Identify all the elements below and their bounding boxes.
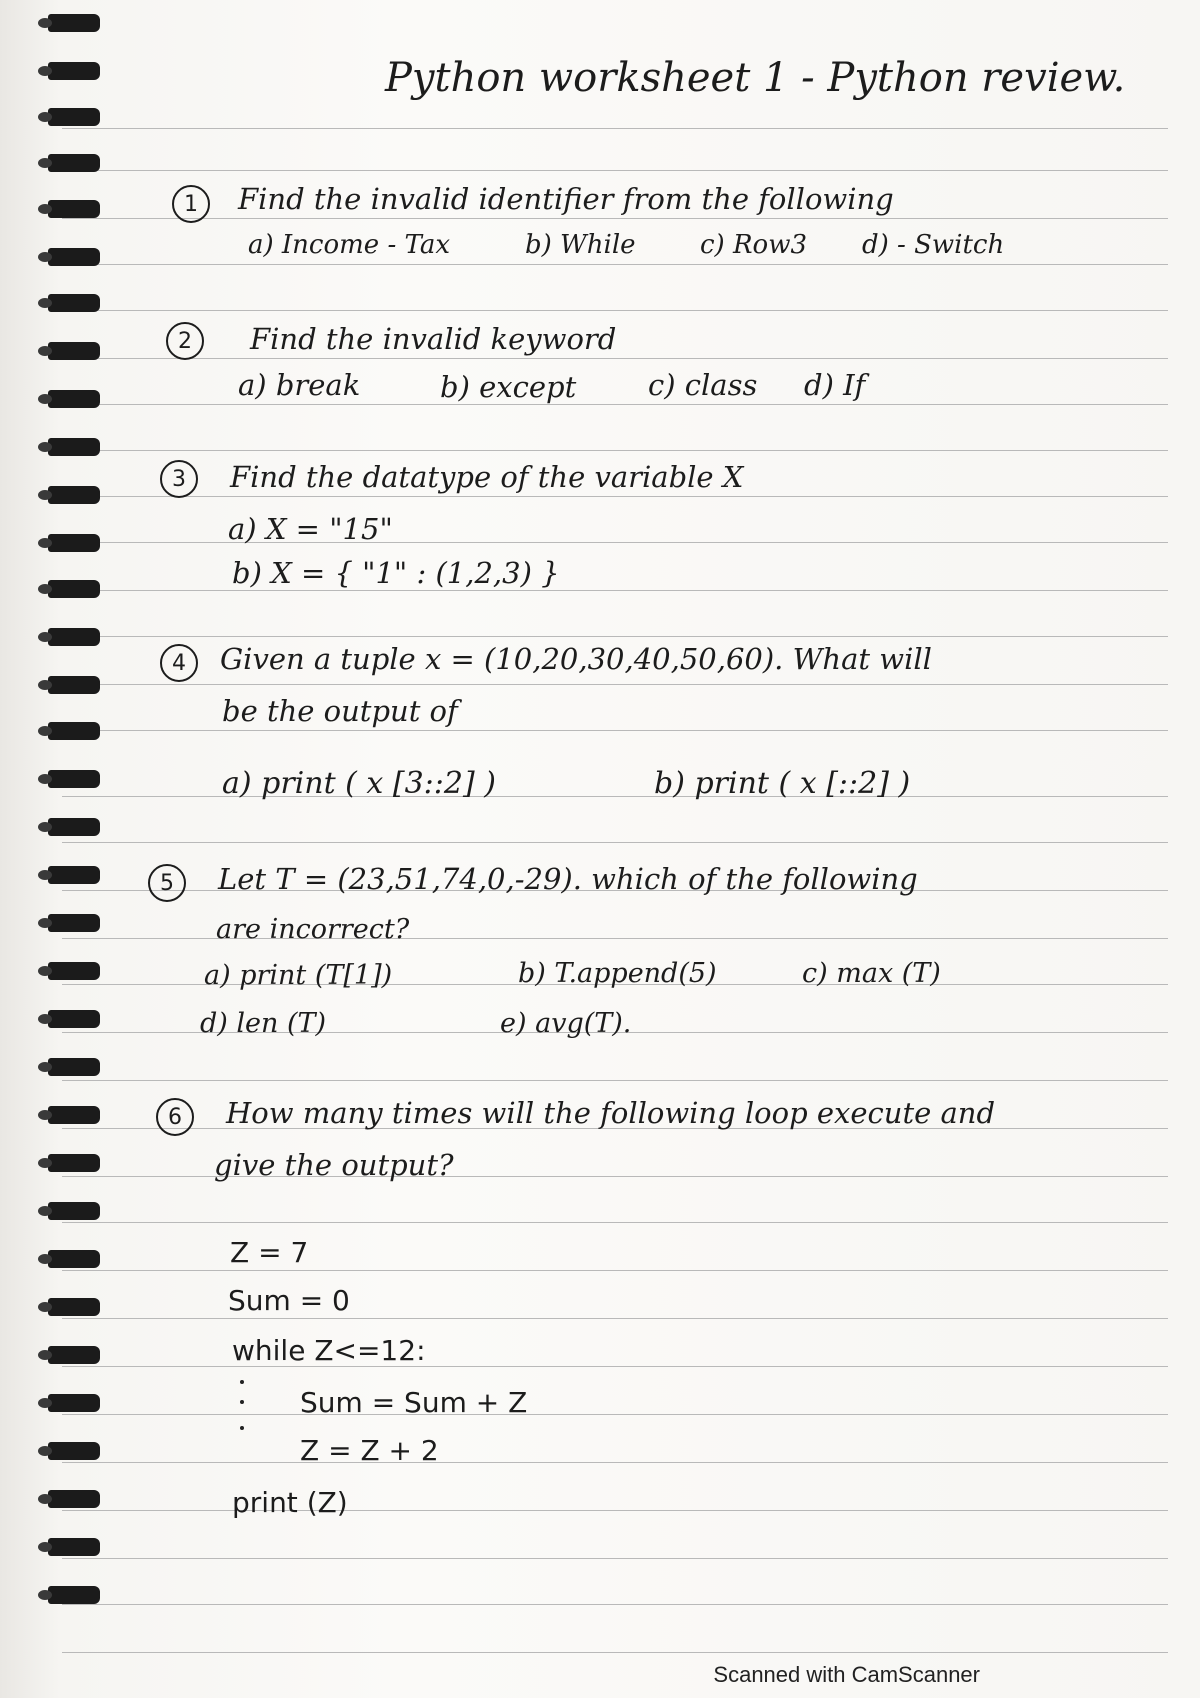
indent-dot [240, 1400, 244, 1404]
spiral-ring [48, 248, 100, 266]
spiral-ring [48, 14, 100, 32]
ruled-line [62, 1080, 1168, 1081]
question-4-option-b: b) print ( x [::2] ) [654, 766, 911, 801]
ruled-line [62, 404, 1168, 405]
question-6-text-line-1: How many times will the following loop execute and [226, 1096, 996, 1130]
ruled-line [62, 264, 1168, 265]
question-3-option-a: a) X = "15" [228, 512, 393, 546]
question-5-option-b: b) T.append(5) [518, 958, 717, 989]
question-5-number: 5 [148, 864, 186, 902]
question-1-option-b: b) While [525, 230, 636, 260]
question-1-option-d: d) - Switch [862, 230, 1005, 260]
question-6-text-line-2: give the output? [214, 1148, 454, 1182]
question-3-option-b: b) X = { "1" : (1,2,3) } [232, 556, 560, 590]
spiral-ring [48, 914, 100, 932]
spiral-ring [48, 486, 100, 504]
question-4-text-line-1: Given a tuple x = (10,20,30,40,50,60). What will [220, 642, 932, 676]
spiral-ring [48, 1538, 100, 1556]
question-5-option-d: d) len (T) [200, 1008, 327, 1039]
question-5-text-line-2: are incorrect? [216, 914, 410, 945]
question-4-number: 4 [160, 644, 198, 682]
ruled-line [62, 496, 1168, 497]
page-title: Python worksheet 1 - Python review. [385, 55, 1126, 101]
question-5-option-c: c) max (T) [802, 958, 941, 989]
question-5-option-a: a) print (T[1]) [204, 960, 393, 991]
spiral-ring [48, 770, 100, 788]
spiral-ring [48, 438, 100, 456]
spiral-ring [48, 1442, 100, 1460]
ruled-line [62, 1604, 1168, 1605]
spiral-ring [48, 154, 100, 172]
question-1-option-c: c) Row3 [700, 230, 807, 260]
ruled-line [62, 684, 1168, 685]
spiral-ring [48, 1202, 100, 1220]
code-line-5: Z = Z + 2 [300, 1434, 439, 1467]
ruled-line [62, 730, 1168, 731]
spiral-ring [48, 294, 100, 312]
spiral-ring [48, 722, 100, 740]
code-line-1: Z = 7 [230, 1236, 309, 1269]
spiral-ring [48, 1250, 100, 1268]
spiral-ring [48, 1490, 100, 1508]
code-line-6: print (Z) [232, 1486, 348, 1519]
spiral-ring [48, 818, 100, 836]
spiral-ring [48, 866, 100, 884]
spiral-ring [48, 580, 100, 598]
ruled-line [62, 1462, 1168, 1463]
spiral-ring [48, 1106, 100, 1124]
question-3-text: Find the datatype of the variable X [230, 460, 744, 494]
indent-dot [240, 1380, 244, 1384]
question-1-number: 1 [172, 185, 210, 223]
spiral-ring [48, 342, 100, 360]
spiral-ring [48, 1058, 100, 1076]
ruled-line [62, 1558, 1168, 1559]
code-line-2: Sum = 0 [228, 1284, 350, 1317]
question-2-option-c: c) class [648, 368, 758, 402]
spiral-binding [0, 0, 110, 1698]
question-3-number: 3 [160, 460, 198, 498]
scanner-watermark: Scanned with CamScanner [713, 1662, 980, 1687]
spiral-ring [48, 1346, 100, 1364]
ruled-line [62, 590, 1168, 591]
ruled-line [62, 842, 1168, 843]
question-1-text: Find the invalid identifier from the following [238, 182, 894, 216]
ruled-line [62, 310, 1168, 311]
spiral-ring [48, 1154, 100, 1172]
question-5-text-line-1: Let T = (23,51,74,0,-29). which of the following [218, 862, 918, 896]
question-2-option-d: d) If [804, 368, 866, 402]
ruled-line [62, 128, 1168, 129]
spiral-ring [48, 628, 100, 646]
ruled-line [62, 1510, 1168, 1511]
ruled-line [62, 1366, 1168, 1367]
code-line-4: Sum = Sum + Z [300, 1386, 528, 1419]
code-line-3: while Z<=12: [232, 1334, 426, 1367]
question-4-text-line-2: be the output of [222, 694, 458, 728]
spiral-ring [48, 962, 100, 980]
ruled-line [62, 1270, 1168, 1271]
ruled-line [62, 1652, 1168, 1653]
ruled-line [62, 170, 1168, 171]
ruled-line [62, 358, 1168, 359]
question-2-number: 2 [166, 322, 204, 360]
spiral-ring [48, 108, 100, 126]
spiral-ring [48, 200, 100, 218]
question-1-option-a: a) Income - Tax [248, 230, 450, 260]
ruled-line [62, 1318, 1168, 1319]
spiral-ring [48, 676, 100, 694]
spiral-ring [48, 62, 100, 80]
spiral-ring [48, 1298, 100, 1316]
indent-dot [240, 1426, 244, 1430]
question-4-option-a: a) print ( x [3::2] ) [222, 766, 496, 801]
question-6-number: 6 [156, 1098, 194, 1136]
spiral-ring [48, 1586, 100, 1604]
question-5-option-e: e) avg(T). [500, 1008, 632, 1039]
ruled-line [62, 1414, 1168, 1415]
ruled-line [62, 218, 1168, 219]
spiral-ring [48, 1010, 100, 1028]
spiral-ring [48, 534, 100, 552]
ruled-line [62, 1222, 1168, 1223]
question-2-text: Find the invalid keyword [250, 322, 617, 356]
ruled-line [62, 636, 1168, 637]
question-2-option-a: a) break [238, 368, 361, 402]
spiral-ring [48, 390, 100, 408]
ruled-line [62, 450, 1168, 451]
question-2-option-b: b) except [440, 370, 577, 404]
spiral-ring [48, 1394, 100, 1412]
